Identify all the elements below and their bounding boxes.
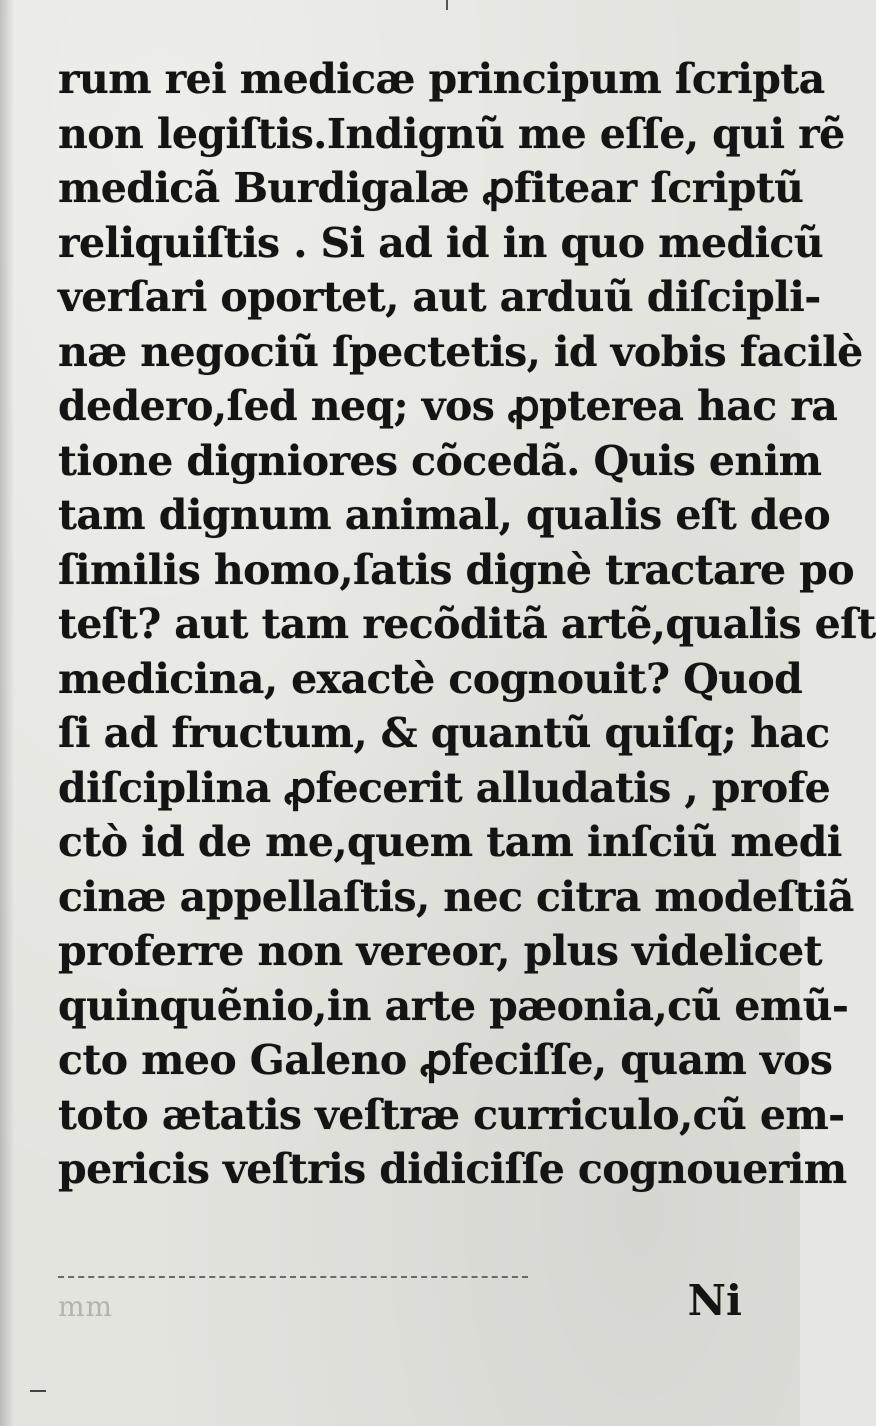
text-line: dedero,ſed neq; vos ꝓpterea hac ra: [58, 382, 838, 430]
underline-rule: [58, 1276, 528, 1278]
text-line: proferre non vereor, plus videlicet: [58, 927, 822, 975]
text-line: cto meo Galeno ꝓfeciſſe, quam vos: [58, 1036, 833, 1084]
text-line: ctò id de me,quem tam inſciũ medi: [58, 818, 842, 866]
text-line: teſt? aut tam recõditã artẽ,qualis eſt: [58, 600, 876, 648]
text-line: non legiſtis.Indignũ me eſſe, qui rẽ: [58, 109, 845, 158]
text-line: cinæ appellaſtis, nec citra modeſtiã: [58, 872, 854, 921]
text-line: næ negociũ ſpectetis, id vobis facilè: [58, 327, 863, 376]
page-footer: [58, 1272, 748, 1342]
text-line: ſi ad fructum, & quantũ quiſq; hac: [58, 709, 830, 757]
text-line: quinquẽnio,in arte pæonia,cũ emũ-: [58, 981, 849, 1030]
text-line: tam dignum animal, qualis eſt deo: [58, 491, 831, 539]
body-text: [58, 52, 876, 1197]
text-line: diſciplina ꝓfecerit alludatis , profe: [58, 763, 831, 812]
bleed-through-text: mm: [58, 1290, 114, 1323]
text-line: tione digniores cõcedã. Quis enim: [58, 436, 822, 485]
text-line: medicã Burdigalæ ꝓfitear ſcriptũ: [58, 164, 804, 212]
text-line: ſimilis homo,ſatis dignè tractare po: [58, 545, 854, 594]
margin-mark: [30, 1390, 46, 1392]
text-line: reliquiſtis . Si ad id in quo medicũ: [58, 218, 824, 267]
top-edge-mark: [446, 0, 448, 10]
text-line: medicina, exactè cognouit? Quod: [58, 654, 803, 703]
gutter-shadow: [0, 0, 14, 1426]
text-line: rum rei medicæ principum ſcripta: [58, 55, 825, 103]
text-line: toto ætatis veſtræ curriculo,cũ em-: [58, 1090, 845, 1139]
text-line: verſari oportet, aut arduũ diſcipli-: [58, 273, 821, 321]
catchword: Ni: [687, 1276, 742, 1325]
text-line: pericis veſtris didiciſſe cognouerim: [58, 1145, 847, 1193]
